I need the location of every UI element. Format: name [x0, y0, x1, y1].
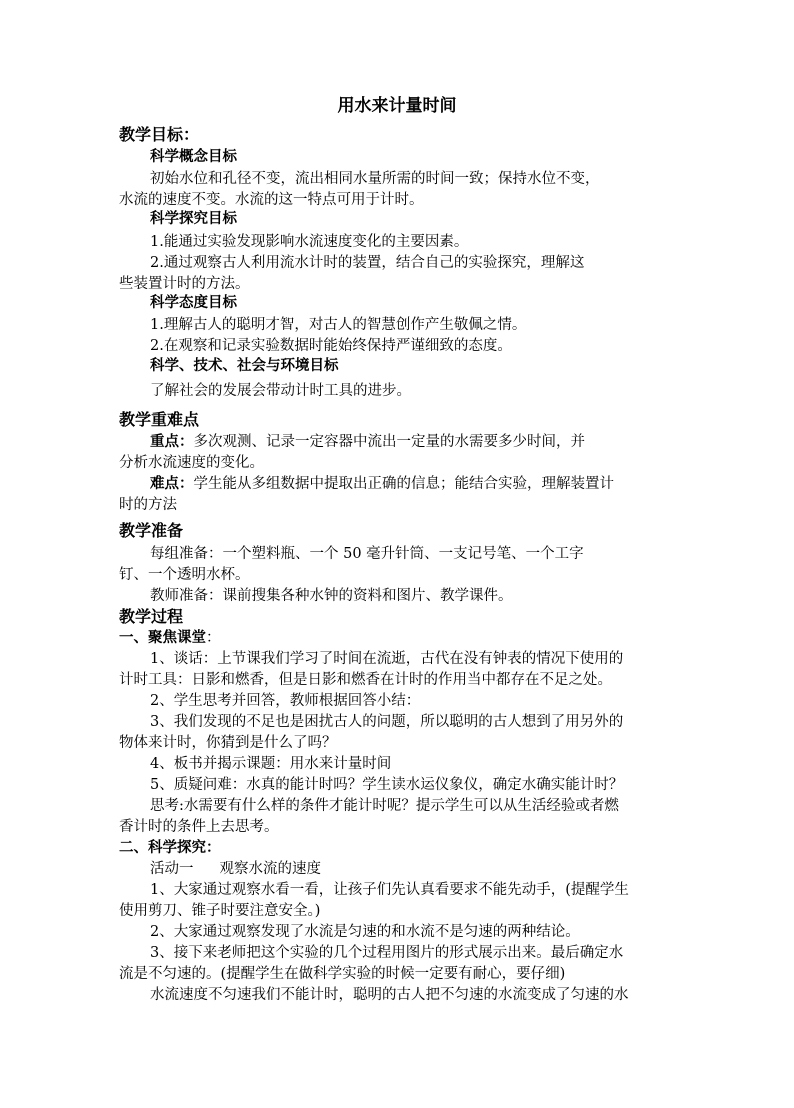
process-heading: 教学过程	[119, 607, 184, 626]
activity-label: 活动一	[150, 861, 194, 877]
inquiry-goal-line: 些装置计时的方法。	[119, 276, 250, 292]
section1-line: 香计时的条件上去思考。	[119, 819, 279, 835]
section1-line: 4、板书并揭示课题：用水来计量时间	[150, 756, 392, 772]
section1-heading-colon: ：	[206, 630, 221, 646]
section2-line: 使用剪刀、锥子时要注意安全。)	[119, 903, 321, 919]
concept-goal-line: 初始水位和孔径不变，流出相同水量所需的时间一致；保持水位不变，	[150, 171, 600, 187]
section2-line: 水流速度不匀速我们不能计时，聪明的古人把不匀速的水流变成了匀速的水	[150, 987, 629, 1003]
section1-heading: 一、聚焦课堂	[119, 630, 206, 646]
difficult-point-line	[150, 473, 708, 495]
preparation-heading: 教学准备	[119, 521, 184, 540]
activity-title-line	[150, 858, 708, 880]
preparation-line: 教师准备：课前搜集各种水钟的资料和图片、教学课件。	[150, 588, 513, 604]
section1-heading-line	[119, 627, 677, 649]
section1-line: 1、谈话：上节课我们学习了时间在流逝，古代在没有钟表的情况下使用的	[150, 651, 624, 667]
key-point-label: 重点：	[150, 434, 194, 450]
difficult-point-label: 难点：	[150, 476, 194, 492]
section1-line: 思考:水需要有什么样的条件才能计时呢？提示学生可以从生活经验或者燃	[150, 798, 619, 814]
section2-heading: 二、科学探究：	[119, 840, 221, 856]
page-title: 用水来计量时间	[337, 96, 457, 116]
section1-line: 物体来计时，你猜到是什么了吗？	[119, 735, 337, 751]
stse-goal-line: 了解社会的发展会带动计时工具的进步。	[150, 383, 411, 399]
stse-goal-heading: 科学、技术、社会与环境目标	[150, 358, 339, 374]
inquiry-goal-line: 2.通过观察古人利用流水计时的装置，结合自己的实验探究，理解这	[150, 255, 585, 271]
concept-goal-heading: 科学概念目标	[150, 149, 237, 165]
section2-line: 1、大家通过观察水看一看，让孩子们先认真看要求不能先动手，(提醒学生	[150, 882, 629, 898]
key-point-line: 分析水流速度的变化。	[119, 455, 264, 471]
difficult-point-text: 学生能从多组数据中提取出正确的信息；能结合实验，理解装置计	[193, 476, 614, 492]
inquiry-goal-heading: 科学探究目标	[150, 211, 237, 227]
attitude-goal-line: 1.理解古人的聪明才智，对古人的智慧创作产生敬佩之情。	[150, 317, 527, 333]
preparation-line: 每组准备：一个塑料瓶、一个 50 毫升针筒、一支记号笔、一个工字	[150, 546, 584, 562]
section2-line: 3、接下来老师把这个实验的几个过程用图片的形式展示出来。最后确定水	[150, 945, 624, 961]
section1-line: 3、我们发现的不足也是困扰古人的问题，所以聪明的古人想到了用另外的	[150, 714, 624, 730]
attitude-goal-heading: 科学态度目标	[150, 295, 237, 311]
difficult-point-line: 时的方法	[119, 497, 177, 513]
inquiry-goal-line: 1.能通过实验发现影响水流速度变化的主要因素。	[150, 234, 469, 250]
preparation-line: 钉、一个透明水杯。	[119, 567, 250, 583]
key-point-line	[150, 431, 708, 453]
section2-line: 流是不匀速的。(提醒学生在做科学实验的时候一定要有耐心，要仔细)	[119, 966, 566, 982]
key-point-text: 多次观测、记录一定容器中流出一定量的水需要多少时间，并	[193, 434, 585, 450]
attitude-goal-line: 2.在观察和记录实验数据时能始终保持严谨细致的态度。	[150, 338, 512, 354]
section1-line: 计时工具：日影和燃香，但是日影和燃香在计时的作用当中都存在不足之处。	[119, 672, 612, 688]
concept-goal-line: 水流的速度不变。水流的这一特点可用于计时。	[119, 192, 424, 208]
section1-line: 2、学生思考并回答，教师根据回答小结：	[150, 693, 421, 709]
section1-line: 5、质疑问难：水真的能计时吗？学生读水运仪象仪，确定水确实能计时？	[150, 777, 624, 793]
key-points-heading: 教学重难点	[119, 410, 200, 429]
section2-line: 2、大家通过观察发现了水流是匀速的和水流不是匀速的两种结论。	[150, 924, 580, 940]
objectives-heading: 教学目标：	[119, 125, 200, 144]
activity-title: 观察水流的速度	[219, 861, 321, 877]
